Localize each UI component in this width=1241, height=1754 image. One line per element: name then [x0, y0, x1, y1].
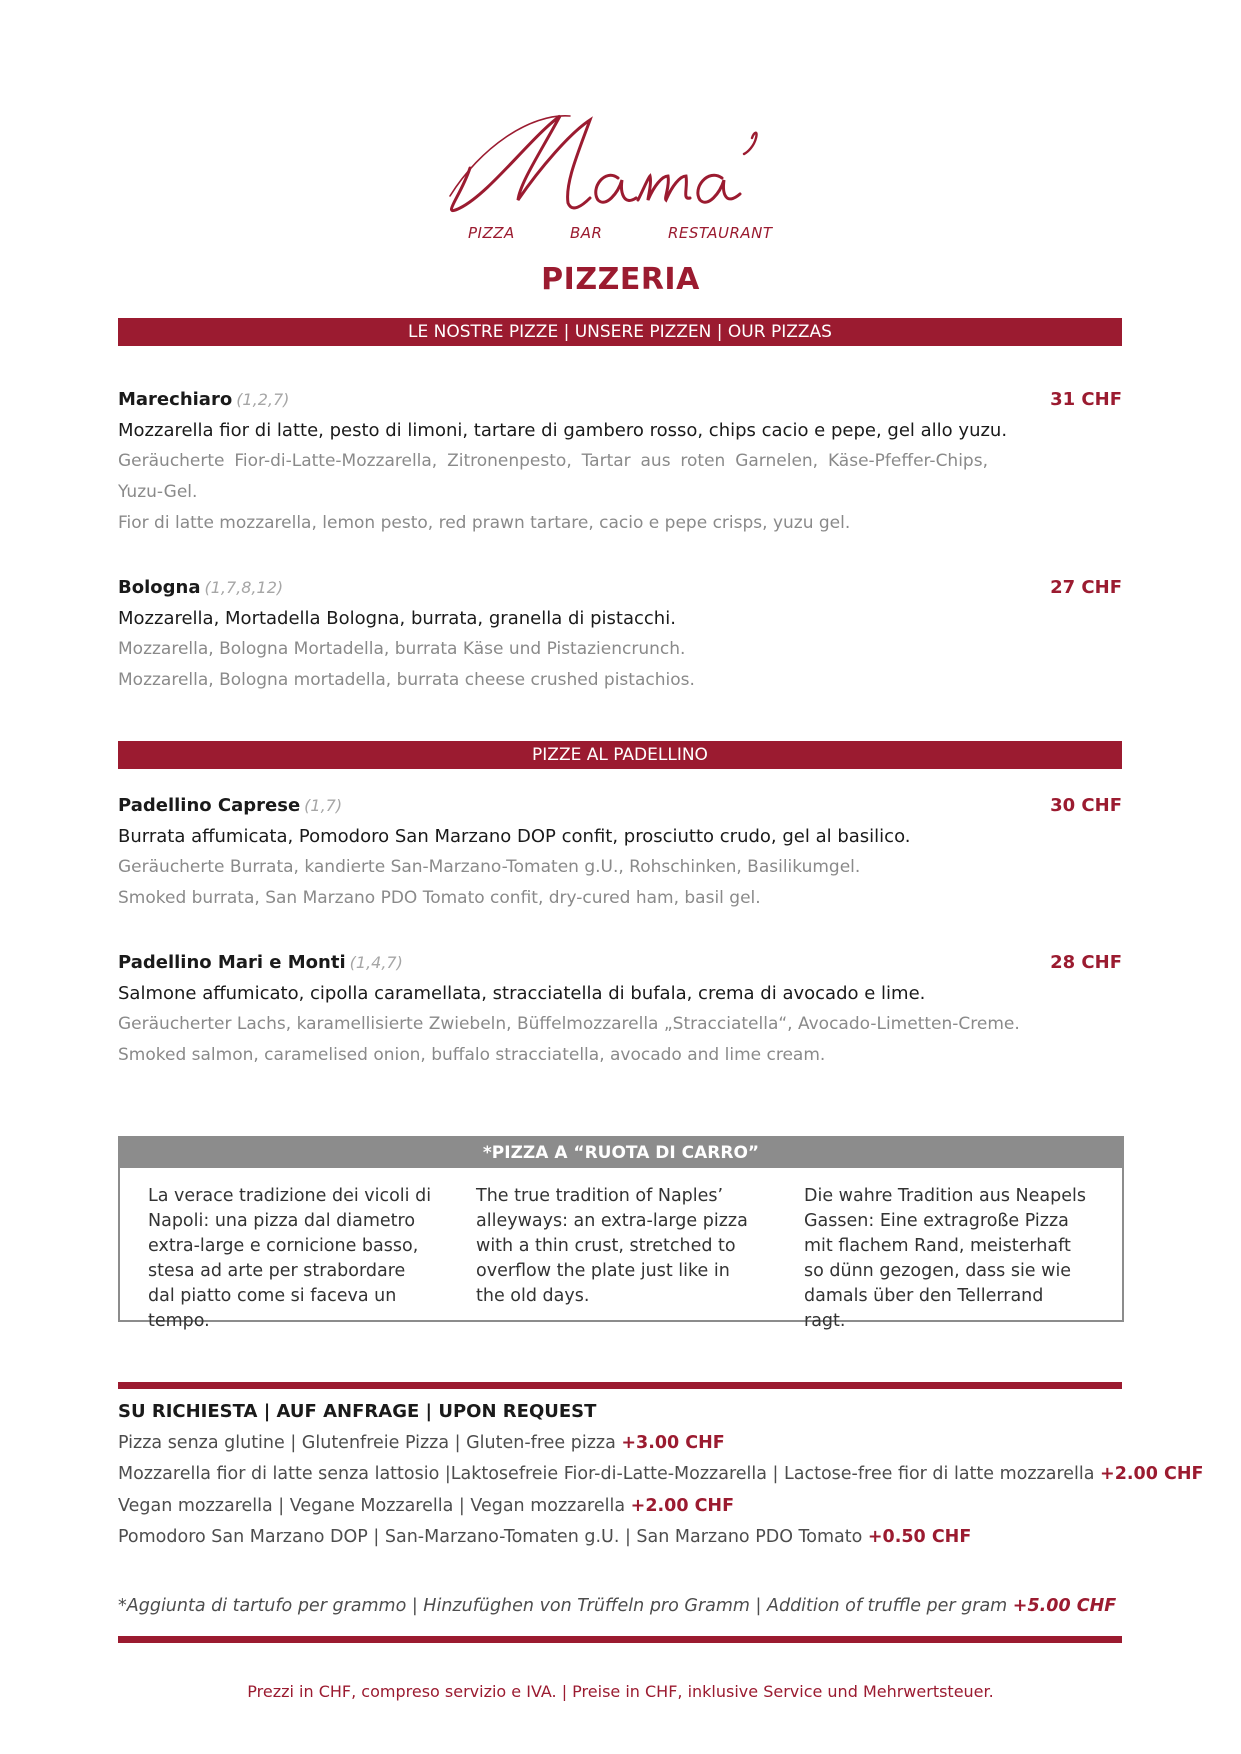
- menu-item-price: 28 CHF: [1050, 952, 1122, 973]
- menu-item-header: [118, 947, 1122, 978]
- logo-sub-restaurant: RESTAURANT: [668, 224, 773, 242]
- menu-item-allergens: (1,7): [304, 796, 343, 815]
- menu-item-header: [118, 572, 1122, 603]
- menu-item-price: 31 CHF: [1050, 389, 1122, 410]
- ruota-description-it: La verace tradizione dei vicoli di Napoli: una pizza dal diametro extra-large e cornicione basso, stesa ad arte per strabordare dal piatto come si faceva un tempo.: [148, 1186, 432, 1331]
- logo: [440, 108, 820, 248]
- section-header-our-pizzas: LE NOSTRE PIZZE | UNSERE PIZZEN | OUR PIZZAS: [118, 318, 1122, 346]
- menu-item-description-it: Mozzarella, Mortadella Bologna, burrata, granella di pistacchi.: [118, 608, 676, 629]
- menu-item-name: Padellino Mari e Monti: [118, 952, 346, 973]
- ruota-description-en: The true tradition of Naples’ alleyways: an extra-large pizza with a thin crust, stretched to overflow the plate just like in the old days.: [476, 1186, 748, 1306]
- divider-top: [118, 1382, 1122, 1389]
- request-line-price: +3.00 CHF: [621, 1433, 725, 1453]
- ruota-description-de: Die wahre Tradition aus Neapels Gassen: Eine extragroße Pizza mit flachem Rand, meisterhaft so dünn gezogen, dass sie wie damals über den Tellerrand ragt.: [804, 1186, 1086, 1331]
- menu-item-description-it: Salmone affumicato, cipolla caramellata, stracciatella di bufala, crema di avocado e lime.: [118, 983, 926, 1004]
- menu-item: [118, 790, 1122, 914]
- menu-item-description-en: Smoked salmon, caramelised onion, buffalo stracciatella, avocado and lime cream.: [118, 1045, 826, 1065]
- request-line-price: +2.00 CHF: [1100, 1464, 1204, 1484]
- menu-item-description-it: Mozzarella fior di latte, pesto di limoni, tartare di gambero rosso, chips cacio e pepe, gel allo yuzu.: [118, 420, 1008, 441]
- request-title: SU RICHIESTA | AUF ANFRAGE | UPON REQUEST: [118, 1401, 597, 1422]
- truffle-note: [118, 1591, 1116, 1621]
- menu-item-description-de: Mozzarella, Bologna Mortadella, burrata Käse und Pistaziencrunch.: [118, 639, 686, 659]
- request-line-text: Vegan mozzarella | Vegane Mozzarella | Vegan mozzarella: [118, 1496, 631, 1516]
- menu-item: [118, 947, 1122, 1071]
- request-line-text: Pomodoro San Marzano DOP | San-Marzano-Tomaten g.U. | San Marzano PDO Tomato: [118, 1527, 868, 1547]
- menu-item-price: 30 CHF: [1050, 795, 1122, 816]
- menu-item-header: [118, 790, 1122, 821]
- menu-item-name: Bologna: [118, 577, 201, 598]
- menu-item-header: [118, 384, 1122, 415]
- menu-item-name: Padellino Caprese: [118, 795, 301, 816]
- menu-item-description-de: Geräucherter Lachs, karamellisierte Zwiebeln, Büffelmozzarella „Stracciatella“, Avocado-Limetten-Creme.: [118, 1014, 1020, 1034]
- section-header-padellino: PIZZE AL PADELLINO: [118, 741, 1122, 769]
- ruota-di-carro-box: [118, 1136, 1124, 1331]
- footer-note: Prezzi in CHF, compreso servizio e IVA. | Preise in CHF, inklusive Service und Mehrwertsteuer.: [247, 1682, 994, 1701]
- truffle-note-price: +5.00 CHF: [1012, 1596, 1117, 1616]
- request-line: [118, 1491, 734, 1521]
- page-title: PIZZERIA: [541, 262, 700, 297]
- menu-item-allergens: (1,7,8,12): [204, 578, 284, 597]
- ruota-di-carro-title: *PIZZA A “RUOTA DI CARRO”: [120, 1138, 1122, 1168]
- logo-sub-pizza: PIZZA: [468, 224, 515, 242]
- menu-item-description-de: Geräucherte Fior-di-Latte-Mozzarella, Zitronenpesto, Tartar aus roten Garnelen, Käse-Pfeffer-Chips, Yuzu-Gel.: [118, 451, 988, 502]
- request-line-text: Mozzarella fior di latte senza lattosio |Laktosefreie Fior-di-Latte-Mozzarella | Lactose-free fior di latte mozzarella: [118, 1464, 1101, 1484]
- menu-item-description-en: Smoked burrata, San Marzano PDO Tomato confit, dry-cured ham, basil gel.: [118, 888, 761, 908]
- truffle-note-text: *Aggiunta di tartufo per grammo | Hinzufüghen von Trüffeln pro Gramm | Addition of truffle per gram: [118, 1596, 1013, 1616]
- menu-item-description-en: Mozzarella, Bologna mortadella, burrata cheese crushed pistachios.: [118, 670, 695, 690]
- request-line-price: +2.00 CHF: [630, 1496, 735, 1516]
- request-line: [118, 1459, 1203, 1489]
- menu-item-description-it: Burrata affumicata, Pomodoro San Marzano DOP confit, prosciutto crudo, gel al basilico.: [118, 826, 911, 847]
- logo-script-icon: [440, 108, 820, 218]
- logo-sub-bar: BAR: [570, 224, 603, 242]
- request-line: [118, 1428, 725, 1458]
- request-line-price: +0.50 CHF: [867, 1527, 972, 1547]
- request-line: [118, 1522, 971, 1552]
- menu-item-allergens: (1,4,7): [349, 953, 403, 972]
- divider-bottom: [118, 1636, 1122, 1643]
- menu-item-name: Marechiaro: [118, 389, 233, 410]
- menu-item-allergens: (1,2,7): [236, 390, 290, 409]
- request-line-text: Pizza senza glutine | Glutenfreie Pizza | Gluten-free pizza: [118, 1433, 622, 1453]
- menu-item-description-en: Fior di latte mozzarella, lemon pesto, red prawn tartare, cacio e pepe crisps, yuzu gel.: [118, 513, 851, 533]
- menu-item: [118, 572, 1122, 696]
- menu-item-price: 27 CHF: [1050, 577, 1122, 598]
- menu-item-description-de: Geräucherte Burrata, kandierte San-Marzano-Tomaten g.U., Rohschinken, Basilikumgel.: [118, 857, 861, 877]
- menu-item: [118, 384, 1122, 539]
